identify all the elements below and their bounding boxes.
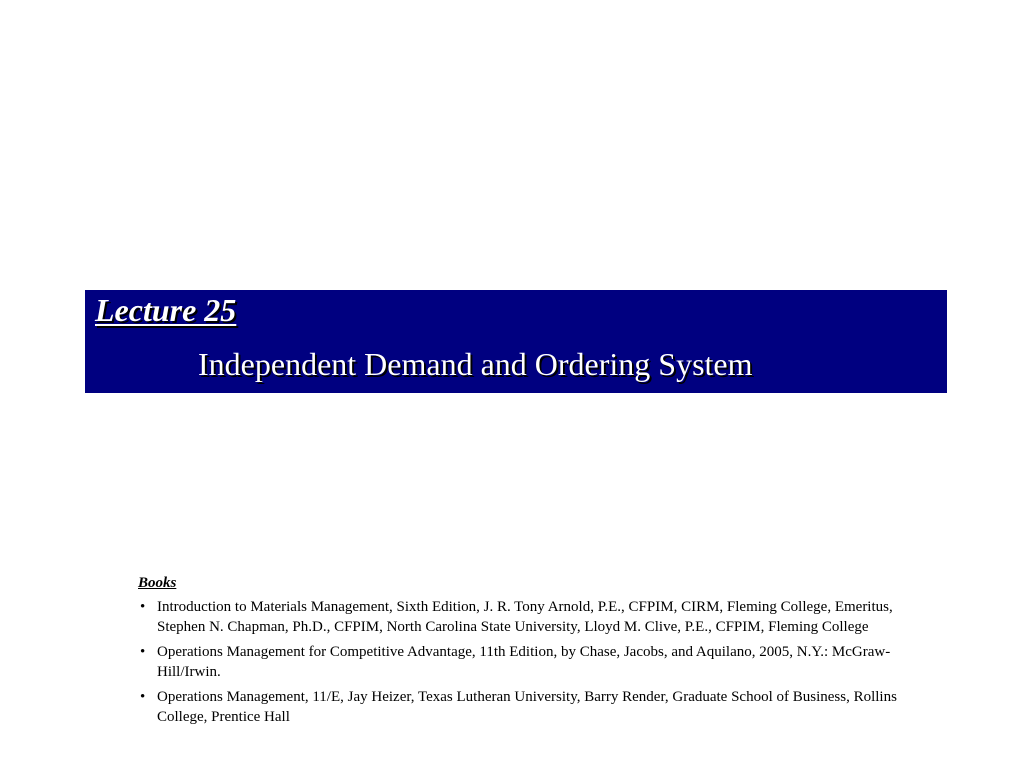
book-text: Operations Management, 11/E, Jay Heizer, Texas Lutheran University, Barry Render, Graduate School of Business, Rollins College, Prentice Hall [157, 689, 897, 725]
bullet-icon: • [140, 689, 146, 705]
books-list [138, 597, 898, 727]
books-section [138, 573, 898, 732]
book-text: Operations Management for Competitive Advantage, 11th Edition, by Chase, Jacobs, and Aquilano, 2005, N.Y.: McGraw-Hill/Irwin. [157, 644, 891, 680]
slide-title: Independent Demand and Ordering System [198, 346, 753, 382]
title-band [85, 290, 947, 393]
bullet-icon: • [140, 599, 146, 615]
bullet-icon: • [140, 644, 146, 660]
books-heading: Books [138, 575, 177, 591]
book-item-1 [138, 597, 898, 637]
lecture-number: Lecture 25 [95, 292, 237, 328]
book-item-3 [138, 687, 898, 727]
book-item-2 [138, 642, 898, 682]
book-text: Introduction to Materials Management, Sixth Edition, J. R. Tony Arnold, P.E., CFPIM, CIRM, Fleming College, Emeritus, Stephen N. Chapman, Ph.D., CFPIM, North Carolina State University, Lloyd M. Clive, P.E., CFPIM, Fleming College [157, 599, 893, 635]
